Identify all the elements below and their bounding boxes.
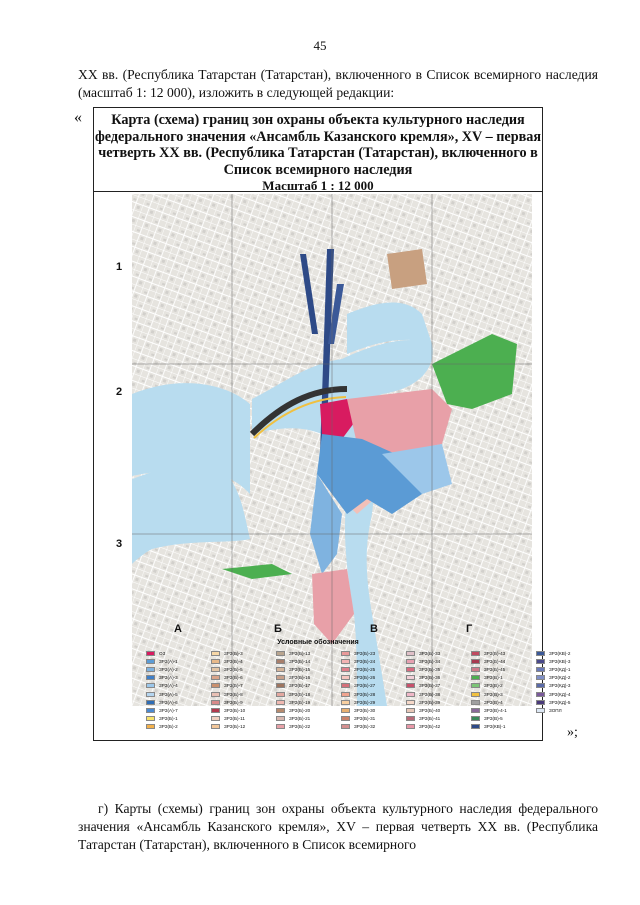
legend-label: ЗРЗ(Б)-4 bbox=[224, 658, 243, 664]
col-label-g: Г bbox=[466, 623, 473, 635]
legend-item bbox=[211, 690, 276, 698]
legend-label: ЗРЗ(А)-6 bbox=[159, 699, 178, 705]
legend-item bbox=[406, 723, 471, 731]
legend-item bbox=[471, 690, 536, 698]
legend-item bbox=[406, 706, 471, 714]
legend-item bbox=[341, 665, 406, 673]
legend-item bbox=[276, 715, 341, 723]
legend-item bbox=[471, 731, 536, 739]
legend-item bbox=[471, 657, 536, 665]
legend-label: ОЗ bbox=[159, 650, 166, 656]
legend-swatch bbox=[211, 659, 220, 664]
legend-label: ЗРЗ(В)-1 bbox=[484, 675, 503, 681]
legend-swatch bbox=[536, 683, 545, 688]
legend-label: ЗРЗ(Б)-12 bbox=[224, 724, 246, 730]
col-label-a: А bbox=[174, 623, 182, 635]
legend-swatch bbox=[536, 692, 545, 697]
legend-swatch bbox=[471, 667, 480, 672]
legend-item bbox=[146, 674, 211, 682]
legend-swatch bbox=[536, 651, 545, 656]
legend-item bbox=[146, 723, 211, 731]
legend-item bbox=[211, 665, 276, 673]
legend-swatch bbox=[406, 724, 415, 729]
bottom-paragraph: г) Карты (схемы) границ зон охраны объекта культурного наследия федерального значения «Ансамбль Казанского кремля», XV – первая четверть XX вв. (Республика Татарстан (Татарстан), включенного в Список всемирного bbox=[78, 801, 598, 852]
map-frame bbox=[93, 107, 571, 741]
legend-label: ЗРЗ(КД)-2 bbox=[549, 675, 571, 681]
legend-item bbox=[211, 706, 276, 714]
legend-swatch bbox=[276, 716, 285, 721]
legend-label: ЗРЗ(В)-2 bbox=[484, 683, 503, 689]
legend-swatch bbox=[536, 708, 545, 713]
legend-swatch bbox=[406, 651, 415, 656]
legend-item bbox=[406, 657, 471, 665]
legend-item bbox=[471, 665, 536, 673]
legend-title: Условные обозначения bbox=[277, 639, 359, 646]
legend-label: ЗРЗ(Б)-22 bbox=[289, 724, 311, 730]
legend-label: ЗРЗ(Б)-1 bbox=[159, 716, 178, 722]
legend-swatch bbox=[276, 659, 285, 664]
legend-item bbox=[341, 690, 406, 698]
legend-item bbox=[146, 715, 211, 723]
legend-swatch bbox=[471, 692, 480, 697]
legend-label: ЗРЗ(Б)-13 bbox=[289, 650, 311, 656]
legend-swatch bbox=[471, 675, 480, 680]
legend-label: ЗРЗ(Б)-15 bbox=[289, 666, 311, 672]
page-number: 45 bbox=[313, 38, 327, 53]
legend-item bbox=[211, 731, 276, 739]
legend-item bbox=[471, 723, 536, 731]
legend-swatch bbox=[276, 708, 285, 713]
legend-swatch bbox=[146, 683, 155, 688]
legend-item bbox=[211, 674, 276, 682]
legend-label: ЗРЗ(Б)-41 bbox=[419, 716, 441, 722]
legend-label: ЗРЗ(Б)-21 bbox=[289, 716, 311, 722]
map-title-box bbox=[94, 108, 542, 192]
opening-quote: « bbox=[74, 109, 82, 126]
legend-item bbox=[536, 674, 570, 682]
legend-label: ЗРЗ(Б)-25 bbox=[354, 666, 376, 672]
legend-swatch bbox=[146, 675, 155, 680]
legend-swatch bbox=[276, 692, 285, 697]
legend-label: ЗРЗ(Б)-45 bbox=[484, 666, 506, 672]
legend-label: ЗРЗ(Б)-17 bbox=[289, 683, 311, 689]
legend-label: ЗОПЛ bbox=[549, 707, 562, 713]
legend-item bbox=[536, 657, 570, 665]
legend-swatch bbox=[406, 675, 415, 680]
legend-swatch bbox=[211, 692, 220, 697]
legend-item bbox=[406, 698, 471, 706]
legend-label: ЗРЗ(А)-2 bbox=[159, 666, 178, 672]
legend-label: ЗРЗ(Б)-16 bbox=[289, 675, 311, 681]
legend-item bbox=[406, 674, 471, 682]
legend-item bbox=[276, 723, 341, 731]
legend-swatch bbox=[471, 651, 480, 656]
legend-item bbox=[211, 682, 276, 690]
row-label-2: 2 bbox=[116, 386, 123, 398]
legend-label: ЗРЗ(Б)-33 bbox=[419, 650, 441, 656]
legend-item bbox=[211, 657, 276, 665]
legend-label: ЗРЗ(В)-4-1 bbox=[484, 707, 507, 713]
legend-label: ЗРЗ(Б)-19 bbox=[289, 699, 311, 705]
legend-swatch bbox=[341, 700, 350, 705]
legend-swatch bbox=[211, 724, 220, 729]
legend-item bbox=[536, 706, 570, 714]
legend-item bbox=[341, 674, 406, 682]
legend-item bbox=[276, 690, 341, 698]
legend-item bbox=[341, 715, 406, 723]
legend-label: ЗРЗ(Б)-11 bbox=[224, 716, 245, 722]
legend-swatch bbox=[341, 724, 350, 729]
legend-item bbox=[276, 706, 341, 714]
legend-label: ЗРЗ(КД)-1 bbox=[549, 666, 571, 672]
legend-label: ЗРЗ(Б)-2 bbox=[159, 724, 178, 730]
legend-label: ЗРЗ(В)-4 bbox=[484, 699, 503, 705]
legend-swatch bbox=[471, 716, 480, 721]
intro-paragraph: XX вв. (Республика Татарстан (Татарстан), включенного в Список всемирного наследия (масштаб 1: 12 000), изложить в следующей редакции: bbox=[78, 67, 598, 100]
legend-swatch bbox=[276, 724, 285, 729]
legend-item bbox=[211, 723, 276, 731]
legend-swatch bbox=[406, 683, 415, 688]
legend-item bbox=[146, 682, 211, 690]
legend-swatch bbox=[536, 659, 545, 664]
legend-label: ЗРЗ(Б)-7 bbox=[224, 683, 243, 689]
legend-item bbox=[211, 698, 276, 706]
legend-item bbox=[406, 731, 471, 739]
legend-label: ЗРЗ(Б)-35 bbox=[419, 666, 441, 672]
legend-grid bbox=[146, 649, 571, 739]
legend-label: ЗРЗ(Б)-6 bbox=[224, 675, 243, 681]
legend-swatch bbox=[211, 651, 220, 656]
legend-label: ЗРЗ(Б)-44 bbox=[484, 658, 506, 664]
legend-swatch bbox=[341, 659, 350, 664]
legend-swatch bbox=[341, 651, 350, 656]
legend-label: ЗРЗ(Б)-3 bbox=[224, 650, 243, 656]
legend-swatch bbox=[211, 708, 220, 713]
legend-swatch bbox=[341, 692, 350, 697]
legend-item bbox=[276, 649, 341, 657]
legend-swatch bbox=[146, 708, 155, 713]
legend-label: ЗРЗ(Б)-43 bbox=[484, 650, 506, 656]
legend-swatch bbox=[276, 683, 285, 688]
legend-item bbox=[146, 657, 211, 665]
legend-item bbox=[471, 706, 536, 714]
legend-label: ЗРЗ(Б)-29 bbox=[354, 699, 376, 705]
legend-item bbox=[536, 698, 570, 706]
legend-label: ЗРЗ(Б)-14 bbox=[289, 658, 311, 664]
legend-item bbox=[341, 698, 406, 706]
legend-item bbox=[276, 698, 341, 706]
legend-item bbox=[341, 723, 406, 731]
legend-item bbox=[276, 682, 341, 690]
legend-item bbox=[536, 682, 570, 690]
legend-swatch bbox=[211, 716, 220, 721]
legend-label: ЗРЗ(КД)-4 bbox=[549, 691, 571, 697]
brown-zone-north bbox=[387, 249, 427, 289]
legend-item bbox=[276, 731, 341, 739]
legend-swatch bbox=[276, 651, 285, 656]
legend-swatch bbox=[341, 716, 350, 721]
legend-item bbox=[211, 649, 276, 657]
legend-swatch bbox=[471, 659, 480, 664]
legend-item bbox=[146, 706, 211, 714]
legend-swatch bbox=[276, 667, 285, 672]
legend-item bbox=[341, 731, 406, 739]
legend-item bbox=[406, 690, 471, 698]
legend-swatch bbox=[146, 716, 155, 721]
legend-label: ЗРЗ(Б)-32 bbox=[354, 724, 376, 730]
legend-swatch bbox=[536, 667, 545, 672]
legend-item bbox=[471, 698, 536, 706]
legend-swatch bbox=[146, 692, 155, 697]
legend-swatch bbox=[211, 675, 220, 680]
legend-label: ЗРЗ(Б)-31 bbox=[354, 716, 376, 722]
legend-label: ЗРЗ(Б)-30 bbox=[354, 707, 376, 713]
legend-label: ЗРЗ(Б)-23 bbox=[354, 650, 376, 656]
row-label-1: 1 bbox=[116, 261, 123, 273]
legend-label: ЗРЗ(Б)-40 bbox=[419, 707, 441, 713]
legend-swatch bbox=[211, 667, 220, 672]
legend-item bbox=[341, 682, 406, 690]
legend-label: ЗРЗ(Б)-24 bbox=[354, 658, 376, 664]
legend-label: ЗРЗ(Б)-10 bbox=[224, 707, 246, 713]
legend-swatch bbox=[276, 700, 285, 705]
legend-swatch bbox=[536, 700, 545, 705]
legend-swatch bbox=[341, 675, 350, 680]
legend-item bbox=[211, 715, 276, 723]
legend-label: ЗРЗ(КВ)-3 bbox=[549, 658, 571, 664]
legend-label: ЗРЗ(КД)-5 bbox=[549, 699, 571, 705]
legend-swatch bbox=[211, 700, 220, 705]
legend-item bbox=[341, 649, 406, 657]
legend-swatch bbox=[341, 708, 350, 713]
legend-label: ЗРЗ(Б)-18 bbox=[289, 691, 311, 697]
legend-swatch bbox=[406, 667, 415, 672]
legend-item bbox=[471, 674, 536, 682]
legend-label: ЗРЗ(В)-5 bbox=[484, 716, 503, 722]
legend-label: ЗРЗ(Б)-20 bbox=[289, 707, 311, 713]
legend-item bbox=[276, 657, 341, 665]
legend-swatch bbox=[146, 724, 155, 729]
legend-label: ЗРЗ(В)-3 bbox=[484, 691, 503, 697]
legend-label: ЗРЗ(Б)-37 bbox=[419, 683, 441, 689]
legend-label: ЗРЗ(Б)-8 bbox=[224, 691, 243, 697]
legend-label: ЗРЗ(Б)-36 bbox=[419, 675, 441, 681]
legend-swatch bbox=[146, 651, 155, 656]
legend-swatch bbox=[341, 667, 350, 672]
legend-swatch bbox=[406, 692, 415, 697]
legend-swatch bbox=[146, 667, 155, 672]
col-label-b: Б bbox=[274, 623, 282, 635]
legend-item bbox=[471, 682, 536, 690]
legend-item bbox=[406, 649, 471, 657]
legend-label: ЗРЗ(А)-7 bbox=[159, 707, 178, 713]
legend-item bbox=[146, 665, 211, 673]
legend-swatch bbox=[536, 675, 545, 680]
legend-label: ЗРЗ(А)-1 bbox=[159, 658, 178, 664]
legend-label: ЗРЗ(КВ)-1 bbox=[484, 724, 506, 730]
legend-swatch bbox=[211, 683, 220, 688]
legend-label: ЗРЗ(Б)-38 bbox=[419, 691, 441, 697]
map-scale: Масштаб 1 : 12 000 bbox=[262, 178, 374, 193]
legend-item bbox=[536, 690, 570, 698]
legend-item bbox=[146, 690, 211, 698]
legend-item bbox=[146, 698, 211, 706]
legend-label: ЗРЗ(Б)-26 bbox=[354, 675, 376, 681]
legend-label: ЗРЗ(КД)-3 bbox=[549, 683, 571, 689]
legend-item bbox=[536, 649, 570, 657]
legend-label: ЗРЗ(А)-3 bbox=[159, 675, 178, 681]
legend-label: ЗРЗ(Б)-28 bbox=[354, 691, 376, 697]
legend-swatch bbox=[406, 700, 415, 705]
legend-label: ЗРЗ(Б)-34 bbox=[419, 658, 441, 664]
legend-swatch bbox=[471, 683, 480, 688]
legend-label: ЗРЗ(Б)-27 bbox=[354, 683, 376, 689]
legend-swatch bbox=[471, 700, 480, 705]
legend-swatch bbox=[406, 708, 415, 713]
legend-swatch bbox=[146, 700, 155, 705]
legend-item bbox=[276, 665, 341, 673]
legend-label: ЗРЗ(Б)-39 bbox=[419, 699, 441, 705]
legend-item bbox=[146, 731, 211, 739]
legend-item bbox=[471, 649, 536, 657]
legend-item bbox=[341, 706, 406, 714]
legend-swatch bbox=[471, 724, 480, 729]
legend-swatch bbox=[341, 683, 350, 688]
legend-item bbox=[146, 649, 211, 657]
legend-item bbox=[536, 665, 570, 673]
legend-label: ЗРЗ(Б)-9 bbox=[224, 699, 243, 705]
legend-item bbox=[276, 674, 341, 682]
legend-item bbox=[471, 715, 536, 723]
legend-swatch bbox=[406, 659, 415, 664]
legend-swatch bbox=[406, 716, 415, 721]
legend-label: ЗРЗ(Б)-5 bbox=[224, 666, 243, 672]
closing-quote: »; bbox=[567, 725, 578, 740]
legend-swatch bbox=[471, 708, 480, 713]
legend-item bbox=[341, 657, 406, 665]
legend-label: ЗРЗ(А)-4 bbox=[159, 683, 178, 689]
row-label-3: 3 bbox=[116, 538, 123, 550]
legend-label: ЗРЗ(Б)-42 bbox=[419, 724, 441, 730]
legend-label: ЗРЗ(КВ)-2 bbox=[549, 650, 571, 656]
legend-swatch bbox=[146, 659, 155, 664]
map-title: Карта (схема) границ зон охраны объекта культурного наследия федерального значения «Ансамбль Казанского кремля», XV – первая четверть XX вв. (Республика Татарстан (Татарстан), включенного в Список всемирного наследия bbox=[94, 112, 542, 178]
legend-item bbox=[406, 715, 471, 723]
legend-swatch bbox=[276, 675, 285, 680]
legend-item bbox=[406, 682, 471, 690]
legend-item bbox=[406, 665, 471, 673]
col-label-v: В bbox=[370, 623, 378, 635]
legend-label: ЗРЗ(А)-5 bbox=[159, 691, 178, 697]
